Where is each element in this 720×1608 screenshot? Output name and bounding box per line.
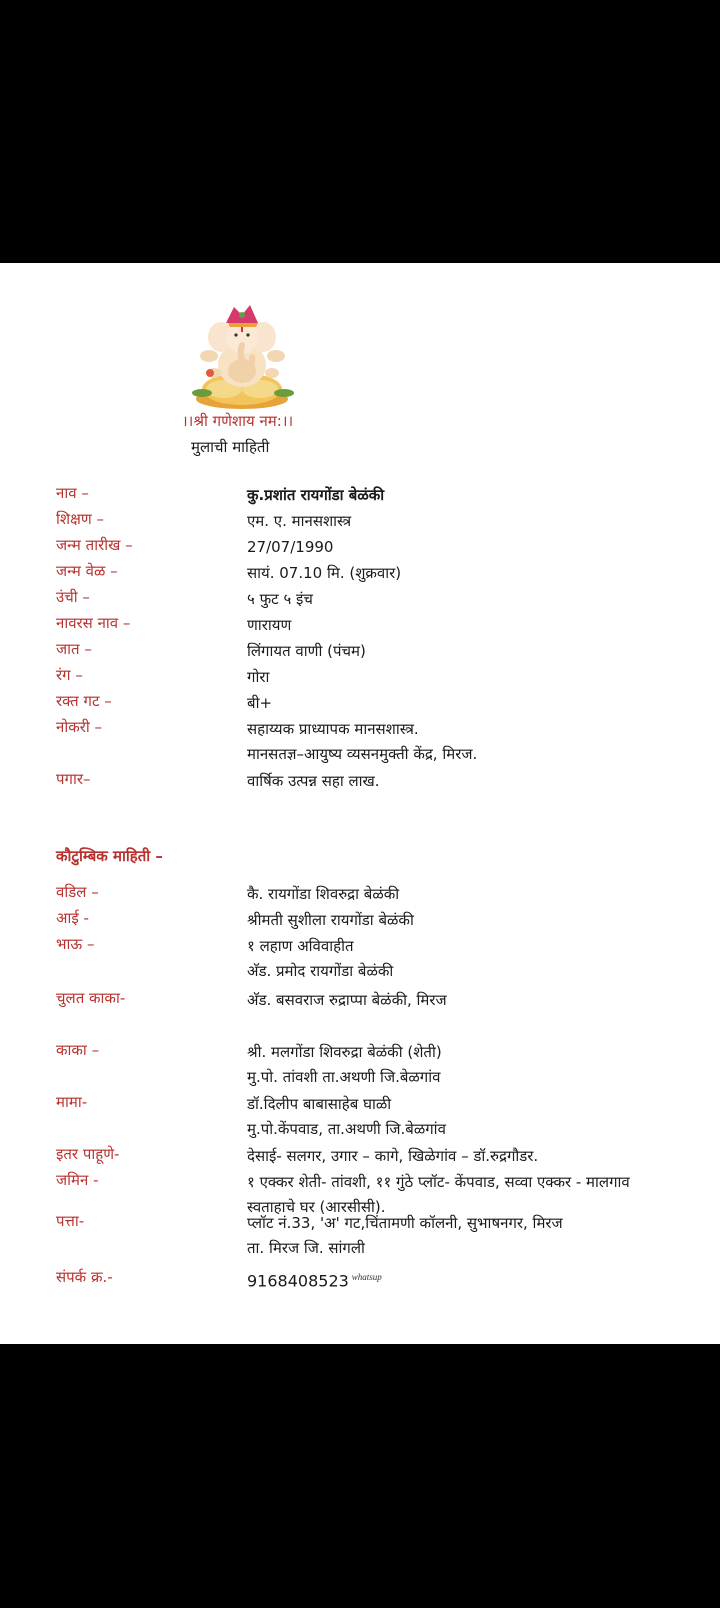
detail-label: नावरस नाव – (56, 614, 131, 632)
detail-value-line: मु.पो. तांवशी ता.अथणी जि.बेळगांव (247, 1068, 441, 1086)
detail-value (247, 665, 269, 690)
detail-value (247, 587, 313, 612)
detail-value-line: प्लॉट नं.33, 'अ' गट,चिंतामणी कॉलनी, सुभाषनगर, मिरज (247, 1214, 563, 1232)
detail-row (56, 717, 706, 767)
page-title: मुलाची माहिती (191, 438, 270, 456)
detail-value (247, 613, 291, 638)
detail-label: रंग – (56, 666, 83, 684)
detail-value (247, 717, 477, 767)
biodata-sheet (0, 263, 720, 1344)
detail-value (247, 934, 393, 984)
detail-value-line: वार्षिक उत्पन्न सहा लाख. (247, 772, 380, 790)
detail-label: चुलत काका- (56, 989, 126, 1007)
detail-row (56, 561, 706, 586)
detail-value-line: सायं. 07.10 मि. (शुक्रवार) (247, 564, 402, 582)
detail-value-line: ता. मिरज जि. सांगली (247, 1239, 365, 1257)
detail-value-line: कै. रायगोंडा शिवरुद्रा बेळंकी (247, 885, 400, 903)
detail-label: पत्ता- (56, 1212, 85, 1230)
detail-row (56, 988, 706, 1013)
detail-value-line: सहाय्यक प्राध्यापक मानसशास्त्र. (247, 720, 419, 738)
detail-label: जन्म तारीख – (56, 536, 133, 554)
detail-value (247, 769, 380, 794)
detail-label: भाऊ – (56, 935, 95, 953)
detail-label: जात – (56, 640, 92, 658)
contact-row (56, 1265, 706, 1290)
detail-label: वडिल – (56, 883, 99, 901)
detail-row (56, 665, 706, 690)
detail-value-line: स्वताहाचे घर (आरसीसी). (247, 1198, 386, 1216)
detail-label: पगार– (56, 770, 91, 788)
detail-value (247, 535, 333, 560)
detail-value-line: डॉ.दिलीप बाबासाहेब घाळी (247, 1095, 392, 1113)
detail-value (247, 1040, 442, 1090)
detail-label: काका – (56, 1041, 100, 1059)
detail-value (247, 1144, 538, 1169)
detail-value (247, 639, 366, 664)
detail-row (56, 1040, 706, 1090)
detail-value-line: श्रीमती सुशीला रायगोंडा बेळंकी (247, 911, 414, 929)
detail-value (247, 483, 384, 508)
detail-row (56, 483, 706, 508)
detail-value-line: णारायण (247, 616, 292, 634)
detail-value (247, 1092, 446, 1142)
detail-value-line: अ‍ॅड. बसवराज रुद्राप्पा बेळंकी, मिरज (247, 991, 447, 1009)
detail-row (56, 587, 706, 612)
detail-row (56, 882, 706, 907)
detail-value-line: ५ फुट ५ इंच (247, 590, 313, 608)
detail-value (247, 1211, 563, 1261)
detail-value-line: कु.प्रशांत रायगोंडा बेळंकी (247, 486, 385, 504)
detail-value (247, 908, 414, 933)
detail-value-line: अ‍ॅड. प्रमोद रायगोंडा बेळंकी (247, 962, 394, 980)
detail-row (56, 613, 706, 638)
detail-value-line: बी+ (247, 694, 273, 712)
detail-value-line: गोरा (247, 668, 270, 686)
detail-row (56, 1092, 706, 1142)
detail-row (56, 691, 706, 716)
detail-label: इतर पाहूणे- (56, 1145, 120, 1163)
family-section-title: कौटुम्बिक माहिती – (56, 847, 163, 865)
detail-label: शिक्षण – (56, 510, 104, 528)
detail-label: आई - (56, 909, 89, 927)
detail-value-line: १ एक्कर शेती- तांवशी, ११ गुंठे प्लॉट- केंपवाड, सव्वा एक्कर - मालगाव (247, 1173, 630, 1191)
detail-label: जमिन - (56, 1171, 99, 1189)
contact-note: whatsup (351, 1272, 382, 1282)
detail-value (247, 882, 399, 907)
invocation-text: ।।श्री गणेशाय नम:।। (182, 412, 294, 430)
detail-label: रक्त गट – (56, 692, 112, 710)
detail-label: मामा- (56, 1093, 88, 1111)
detail-value-line: श्री. मलगोंडा शिवरुद्रा बेळंकी (शेती) (247, 1043, 442, 1061)
detail-row (56, 1211, 706, 1261)
detail-value-line: एम. ए. मानसशास्त्र (247, 512, 352, 530)
detail-value-line: १ लहाण अविवाहीत (247, 937, 354, 955)
detail-row (56, 934, 706, 984)
detail-row (56, 509, 706, 534)
detail-label: उंची – (56, 588, 90, 606)
detail-row (56, 639, 706, 664)
detail-value (247, 691, 272, 716)
detail-value-line: 27/07/1990 (247, 538, 334, 556)
detail-row (56, 535, 706, 560)
ganesha-image (184, 301, 302, 413)
contact-number: 9168408523 (247, 1271, 349, 1291)
detail-value-line: मानसतज्ञ–आयुष्य व्यसनमुक्ती केंद्र, मिरज. (247, 745, 478, 763)
detail-value-line: लिंगायत वाणी (पंचम) (247, 642, 366, 660)
detail-value (247, 509, 351, 534)
detail-label: नोकरी – (56, 718, 103, 736)
contact-label: संपर्क क्र.- (56, 1268, 113, 1286)
detail-value-line: मु.पो.केंपवाड, ता.अथणी जि.बेळगांव (247, 1120, 446, 1138)
detail-label: नाव – (56, 484, 89, 502)
detail-value (247, 988, 447, 1013)
detail-label: जन्म वेळ – (56, 562, 118, 580)
detail-value-line: देसाई- सलगर, उगार – कागे, खिळेगांव – डॉ.रुद्रगौडर. (247, 1147, 539, 1165)
detail-value (247, 561, 401, 586)
detail-row (56, 769, 706, 794)
detail-row (56, 908, 706, 933)
detail-row (56, 1144, 706, 1169)
